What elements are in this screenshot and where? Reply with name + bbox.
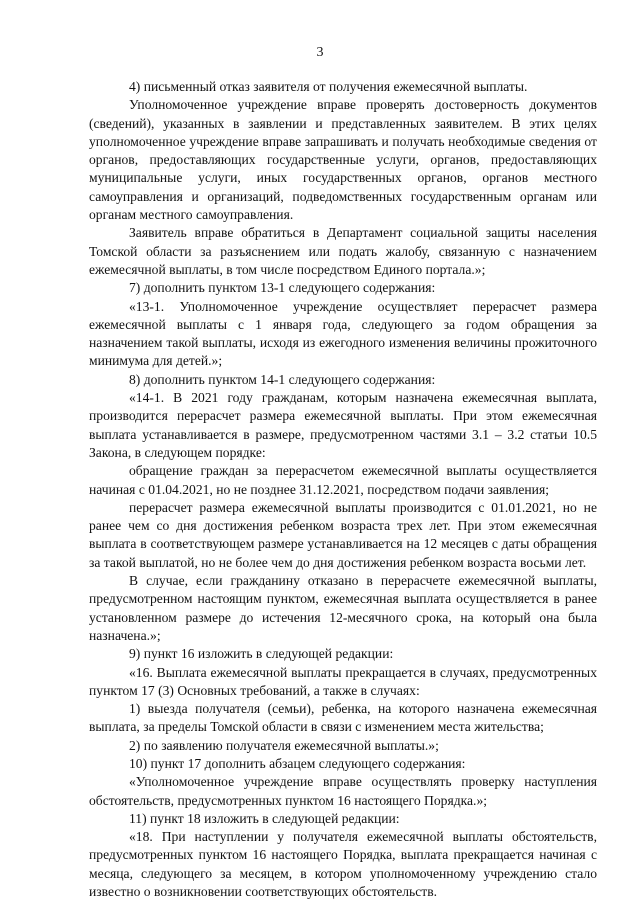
paragraph: 8) дополнить пунктом 14-1 следующего содержания: bbox=[129, 371, 436, 387]
paragraph: В случае, если гражданину отказано в перерасчете ежемесячной выплаты, предусмотренном настоящим пунктом, ежемесячная выплата осуществляется в ранее установленном размере до истечения 12-месячного срока, на который она была назначена.»; bbox=[89, 573, 597, 643]
paragraph: перерасчет размера ежемесячной выплаты производится с 01.01.2021, но не ранее чем со дня достижения ребенком возраста трех лет. При этом ежемесячная выплата в соответствующем размере устанавливается на 12 месяцев с даты обращения за такой выплатой, но не более чем до дня достижения ребенком возраста восьми лет. bbox=[89, 499, 597, 570]
paragraph: «16. Выплата ежемесячной выплаты прекращается в случаях, предусмотренных пунктом 17 (3) Основных требований, а также в случаях: bbox=[89, 664, 597, 698]
paragraph: 10) пункт 17 дополнить абзацем следующего содержания: bbox=[129, 755, 466, 771]
page-number: 3 bbox=[316, 45, 324, 60]
paragraph: 7) дополнить пунктом 13-1 следующего содержания: bbox=[129, 280, 436, 296]
paragraph: Заявитель вправе обратиться в Департамент социальной защиты населения Томской области за разъяснением или подать жалобу, связанную с назначением ежемесячной выплаты, в том числе посредством Единого портала.»; bbox=[89, 225, 597, 277]
paragraph: 1) выезда получателя (семьи), ребенка, на которого назначена ежемесячная выплата, за пределы Томской области в связи с изменением места жительства; bbox=[89, 701, 597, 735]
paragraph: «Уполномоченное учреждение вправе осуществлять проверку наступления обстоятельств, предусмотренных пунктом 16 настоящего Порядка.»; bbox=[89, 774, 597, 808]
paragraph: «14-1. В 2021 году гражданам, которым назначена ежемесячная выплата, производится перерасчет размера ежемесячной выплаты. При этом ежемесячная выплата устанавливается в размере, предусмотренном частями 3.1 – 3.2 статьи 10.5 Закона, в следующем порядке: bbox=[89, 390, 597, 460]
paragraph: 2) по заявлению получателя ежемесячной выплаты.»; bbox=[129, 737, 439, 753]
paragraph: «18. При наступлении у получателя ежемесячной выплаты обстоятельств, предусмотренных пунктом 16 настоящего Порядка, выплата прекращается начиная с месяца, следующего за месяцем, в котором уполномоченному учреждению стало известно о возникновении соответствующих обстоятельств. bbox=[89, 829, 597, 900]
paragraph: 9) пункт 16 изложить в следующей редакции: bbox=[129, 646, 394, 662]
paragraph: Уполномоченное учреждение вправе проверять достоверность документов (сведений), указанных в заявлении и представленных заявителем. В этих целях уполномоченное учреждение вправе запрашивать и получать необходимые сведения от органов, предоставляющих государственные услуги, органов, предоставляющих муниципальные услуги, иных государственных органов, органов местного самоуправления и организаций, подведомственных государственным органам или органам местного самоуправления. bbox=[89, 97, 597, 223]
paragraph: обращение граждан за перерасчетом ежемесячной выплаты осуществляется начиная с 01.04.2021, но не позднее 31.12.2021, посредством подачи заявления; bbox=[89, 463, 597, 497]
document-body bbox=[89, 78, 597, 901]
paragraph: 4) письменный отказ заявителя от получения ежемесячной выплаты. bbox=[129, 79, 528, 94]
paragraph: 11) пункт 18 изложить в следующей редакции: bbox=[129, 810, 400, 826]
paragraph: «13-1. Уполномоченное учреждение осуществляет перерасчет размера ежемесячной выплаты с 1 января года, следующего за годом обращения за назначением такой выплаты, исходя из ежегодного изменения величины прожиточного минимума для детей.»; bbox=[89, 298, 597, 369]
